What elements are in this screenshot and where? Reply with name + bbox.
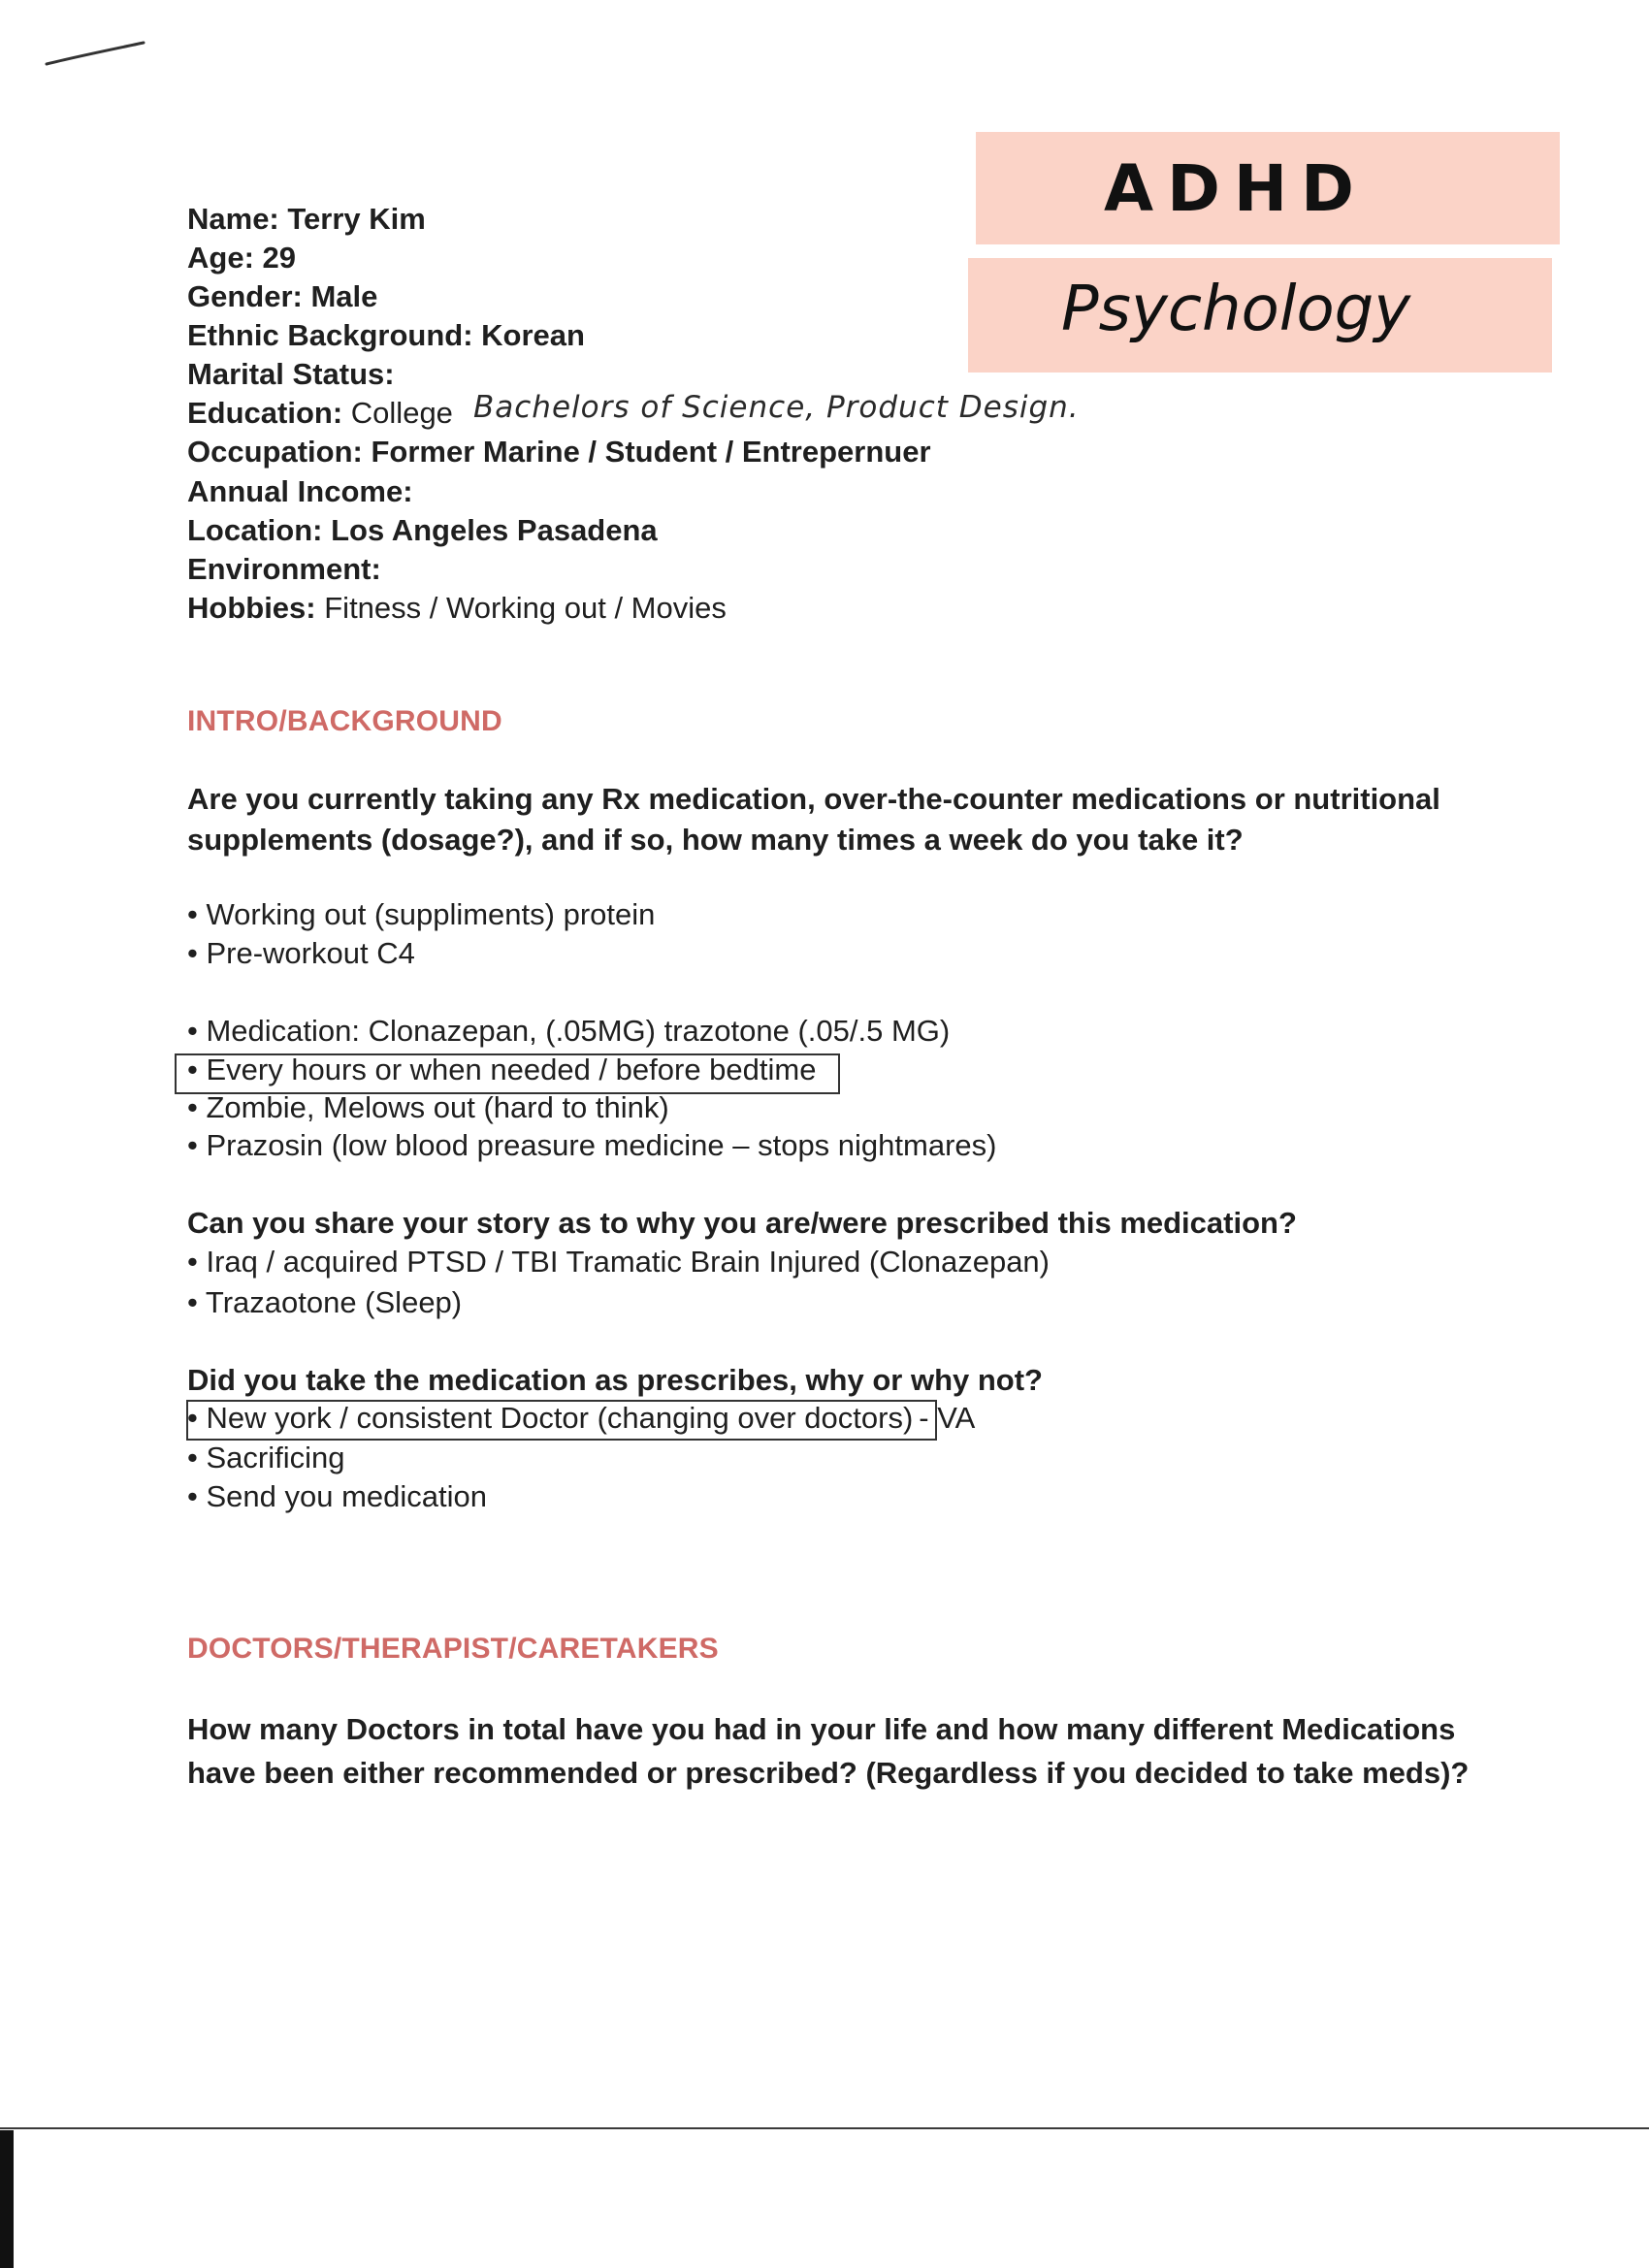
- list-item: • Pre-workout C4: [187, 936, 415, 970]
- profile-marital: Marital Status:: [187, 357, 395, 391]
- list-item: • Prazosin (low blood preasure medicine – stops nightmares): [187, 1128, 997, 1162]
- intro-heading: INTRO/BACKGROUND: [187, 705, 502, 737]
- sticky-note-adhd: [976, 132, 1560, 244]
- scan-edge-shadow: [0, 2130, 14, 2268]
- list-item: • Trazaotone (Sleep): [187, 1285, 463, 1319]
- list-item: • Zombie, Melows out (hard to think): [187, 1090, 669, 1124]
- profile-hobbies: Hobbies: Fitness / Working out / Movies: [187, 591, 727, 625]
- list-item: • Send you medication: [187, 1479, 487, 1513]
- list-item: • Medication: Clonazepan, (.05MG) trazotone (.05/.5 MG): [187, 1014, 951, 1048]
- profile-environment: Environment:: [187, 552, 381, 586]
- profile-occupation: Occupation: Former Marine / Student / Entrepernuer: [187, 435, 931, 469]
- pen-mark: [39, 29, 155, 78]
- sticky-note-psychology-label: Psychology: [1061, 274, 1411, 345]
- profile-gender: Gender: Male: [187, 279, 378, 313]
- list-item: • New york / consistent Doctor (changing over doctors) - VA: [187, 1401, 976, 1435]
- list-item: • Sacrificing: [187, 1441, 345, 1474]
- handwritten-note: Bachelors of Science, Product Design.: [473, 390, 1080, 425]
- question-doctors: How many Doctors in total have you had in your life and how many different Medications have been either recommended or prescribed? (Regardless if you decided to take meds)?: [187, 1712, 1470, 1790]
- list-item: • Iraq / acquired PTSD / TBI Tramatic Brain Injured (Clonazepan): [187, 1245, 1050, 1279]
- question-story: Can you share your story as to why you are/were prescribed this medication?: [187, 1206, 1297, 1240]
- list-item: • Every hours or when needed / before bedtime: [187, 1053, 817, 1086]
- sticky-note-adhd-label: ADHD: [1104, 151, 1368, 226]
- scan-margin: [0, 2129, 1649, 2268]
- question-medication: Are you currently taking any Rx medication, over-the-counter medications or nutritional supplements (dosage?), and if so, how many times a week do you take it?: [187, 782, 1440, 857]
- profile-income: Annual Income:: [187, 474, 413, 508]
- profile-age: Age: 29: [187, 241, 296, 275]
- sticky-note-psychology: [968, 258, 1552, 373]
- profile-ethnic: Ethnic Background: Korean: [187, 318, 585, 352]
- doctors-heading: DOCTORS/THERAPIST/CARETAKERS: [187, 1633, 719, 1665]
- profile-name: Name: Terry Kim: [187, 202, 426, 236]
- profile-location: Location: Los Angeles Pasadena: [187, 513, 658, 547]
- list-item: • Working out (suppliments) protein: [187, 897, 656, 931]
- profile-education: Education: College: [187, 396, 453, 430]
- question-prescribed: Did you take the medication as prescribes, why or why not?: [187, 1363, 1043, 1397]
